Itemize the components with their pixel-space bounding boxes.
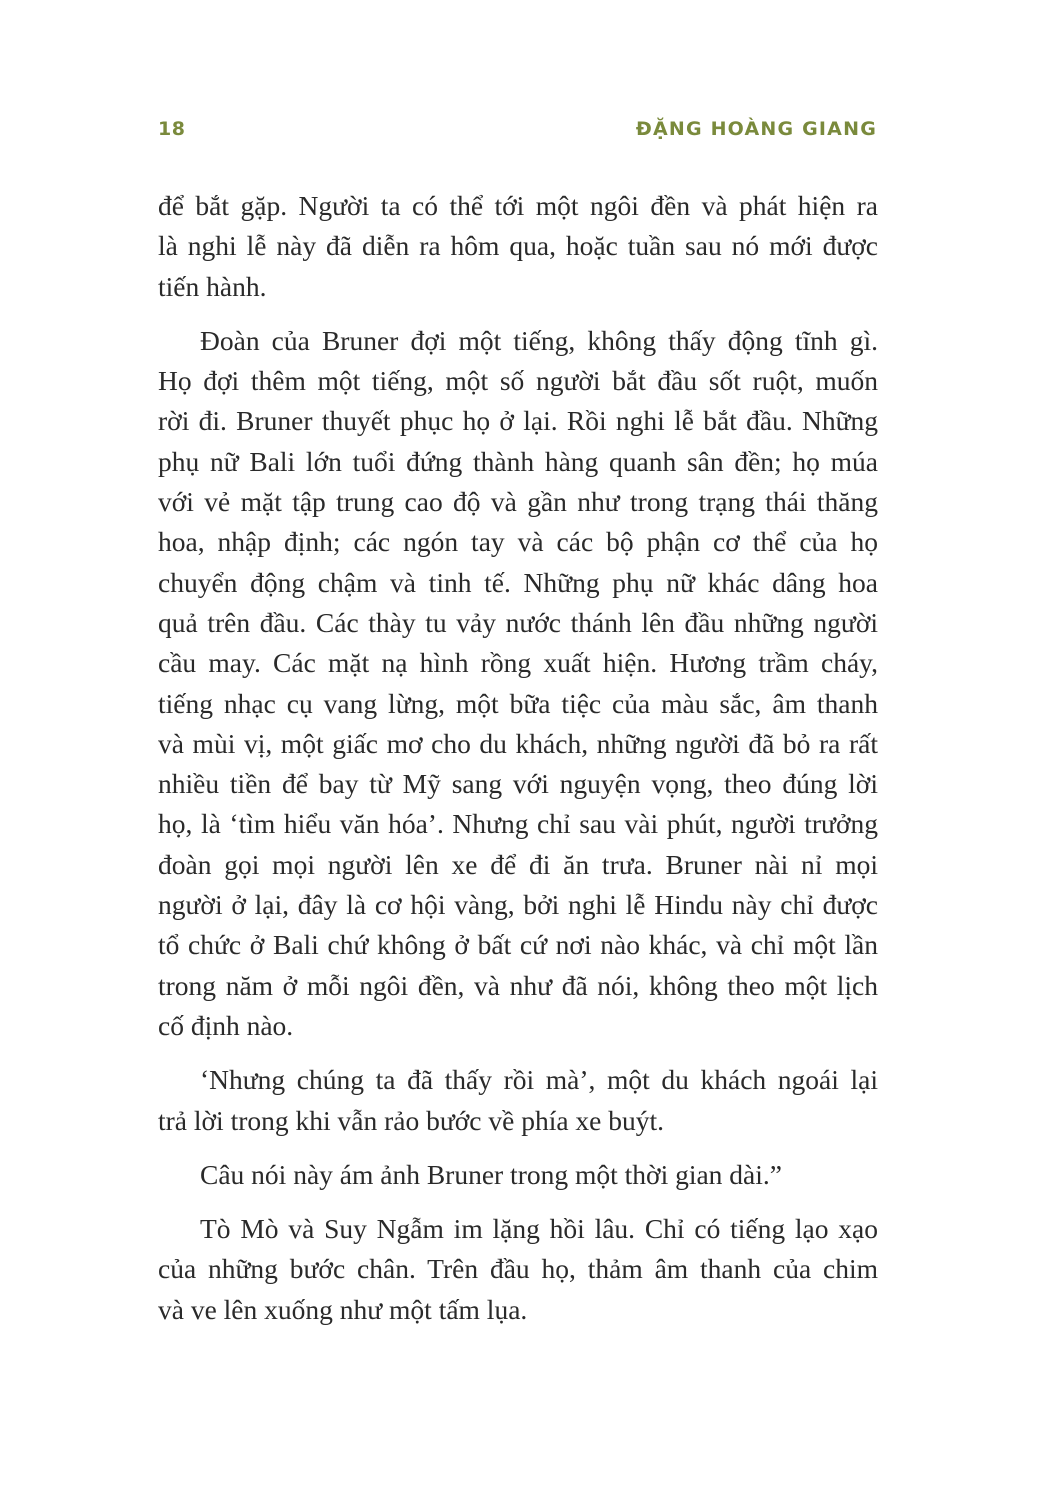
text-line: đoàn gọi mọi người lên xe để đi ăn trưa. Bruner nài nỉ mọi xyxy=(158,848,878,880)
text-line: rời đi. Bruner thuyết phục họ ở lại. Rồi nghi lễ bắt đầu. Những xyxy=(158,405,878,437)
text-line: tiến hành. xyxy=(158,270,267,302)
text-line: Đoàn của Bruner đợi một tiếng, không thấy động tĩnh gì. xyxy=(200,324,878,356)
body-text xyxy=(158,186,878,1344)
text-line: để bắt gặp. Người ta có thể tới một ngôi đền và phát hiện ra xyxy=(158,190,878,221)
text-line: và mùi vị, một giấc mơ cho du khách, những người đã bỏ ra rất xyxy=(158,727,878,759)
text-line: với vẻ mặt tập trung cao độ và gần như trong trạng thái thăng xyxy=(158,486,878,518)
paragraph xyxy=(158,186,878,307)
text-line: cầu may. Các mặt nạ hình rồng xuất hiện. Hương trầm cháy, xyxy=(158,647,878,679)
paragraph xyxy=(158,1155,878,1195)
text-line: hoa, nhập định; các ngón tay và các bộ phận cơ thể của họ xyxy=(158,526,878,558)
text-line: là nghi lễ này đã diễn ra hôm qua, hoặc tuần sau nó mới được xyxy=(158,230,878,262)
text-line: trả lời trong khi vẫn rảo bước về phía xe buýt. xyxy=(158,1104,665,1136)
paragraph xyxy=(158,1060,878,1141)
text-line: cố định nào. xyxy=(158,1009,294,1041)
text-line: Họ đợi thêm một tiếng, một số người bắt đầu sốt ruột, muốn xyxy=(158,365,878,397)
text-line: Câu nói này ám ảnh Bruner trong một thời gian dài.” xyxy=(200,1158,782,1190)
text-line: tổ chức ở Bali chứ không ở bất cứ nơi nào khác, và chỉ một lần xyxy=(158,929,878,961)
text-line: quả trên đầu. Các thày tu vảy nước thánh lên đầu những người xyxy=(158,606,878,638)
page-header xyxy=(158,118,877,148)
paragraph xyxy=(158,1209,878,1330)
text-line: phụ nữ Bali lớn tuổi đứng thành hàng quanh sân đền; họ múa xyxy=(158,445,878,477)
paragraph xyxy=(158,321,878,1046)
text-line: của những bước chân. Trên đầu họ, thảm âm thanh của chim xyxy=(158,1253,878,1285)
page-number: 18 xyxy=(158,118,186,140)
running-head-author: ĐẶNG HOÀNG GIANG xyxy=(635,118,877,140)
text-line: tiếng nhạc cụ vang lừng, một bữa tiệc của màu sắc, âm thanh xyxy=(158,687,878,719)
text-line: họ, là ‘tìm hiểu văn hóa’. Nhưng chỉ sau vài phút, người trưởng xyxy=(158,808,878,840)
text-line: trong năm ở mỗi ngôi đền, và như đã nói, không theo một lịch xyxy=(158,969,878,1001)
text-line: ‘Nhưng chúng ta đã thấy rồi mà’, một du khách ngoái lại xyxy=(200,1064,878,1096)
text-line: và ve lên xuống như một tấm lụa. xyxy=(158,1293,528,1325)
text-line: chuyển động chậm và tinh tế. Những phụ nữ khác dâng hoa xyxy=(158,566,878,598)
text-line: nhiều tiền để bay từ Mỹ sang với nguyện vọng, theo đúng lời xyxy=(158,768,878,800)
text-line: người ở lại, đây là cơ hội vàng, bởi nghi lễ Hindu này chỉ được xyxy=(158,889,878,921)
text-line: Tò Mò và Suy Ngẫm im lặng hồi lâu. Chỉ có tiếng lạo xạo xyxy=(200,1213,878,1245)
